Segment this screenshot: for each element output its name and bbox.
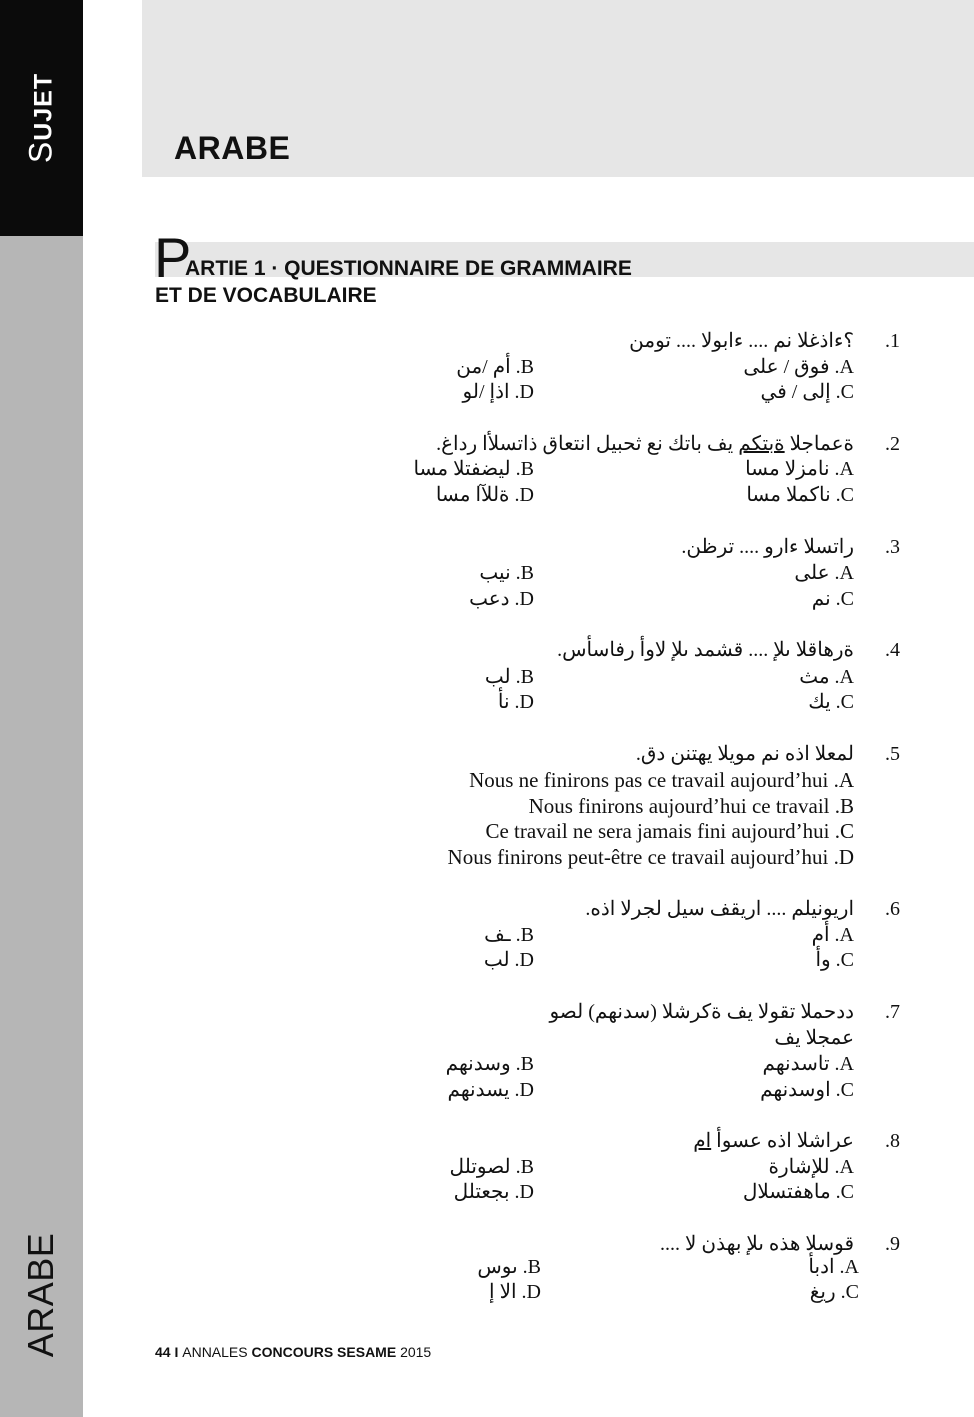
question-number: .2 xyxy=(885,433,900,455)
option-c: يك .C xyxy=(808,691,854,713)
underlined-word: ةبتكم xyxy=(738,433,785,455)
footer-separator: I xyxy=(174,1344,179,1360)
option-c: ريغ .C xyxy=(809,1281,859,1303)
option-c: وأ .C xyxy=(815,949,854,971)
option-d: يسدنهم .D xyxy=(447,1079,534,1101)
option-c: ناكملا مسا .C xyxy=(746,484,854,506)
question-text-part: يف باتك نع ثحبيل انتعاق ذاتسلأا رداغ xyxy=(441,433,739,455)
part-title-line1: ARTIE 1 · QUESTIONNAIRE DE GRAMMAIRE xyxy=(185,257,632,280)
footer-publication: CONCOURS SESAME xyxy=(251,1344,397,1360)
footer-annales: ANNALES xyxy=(182,1344,248,1360)
question-text: .... قوسلا هذه ىلإ بهذن لا xyxy=(660,1233,854,1255)
question-text-part: عراشلا اذه عسوأ xyxy=(711,1130,854,1152)
question-text xyxy=(436,432,854,457)
question-number: .4 xyxy=(885,639,900,661)
subject-title: ARABE xyxy=(174,130,291,166)
question-number: .5 xyxy=(885,743,900,765)
question-text-line2: عمجلا يف xyxy=(774,1027,854,1049)
question-number: .6 xyxy=(885,898,900,920)
option-a: على .A xyxy=(794,562,854,584)
option-a: أم .A xyxy=(811,924,854,946)
option-b: ىوس .B xyxy=(477,1256,541,1278)
question-number: .1 xyxy=(885,330,900,352)
question-number: .9 xyxy=(885,1233,900,1255)
question-number: .3 xyxy=(885,536,900,558)
option-c: ماهفتسلال .C xyxy=(742,1181,854,1203)
question-text: .ةرهاقلا ىلإ .... قشمد ىلإ لاوأ رفاسأس xyxy=(557,639,854,661)
question-text-part: .ةعماجلا xyxy=(436,433,854,455)
footer-year: 2015 xyxy=(400,1344,432,1360)
option-c: إلى / في .C xyxy=(760,381,854,403)
option-d: ةللآا مسا .D xyxy=(435,484,534,506)
option-b: أم /من .B xyxy=(456,356,534,378)
question-text: ؟ءاذغلا نم .... ءابولا .... تومن xyxy=(629,330,854,352)
question-text: .لمعلا اذه نم مويلا يهتنن دق xyxy=(635,743,854,765)
option-d: Nous finirons peut-être ce travail aujourd’hui .D xyxy=(447,845,854,869)
option-b: وسدنهم .B xyxy=(445,1053,534,1075)
option-a: Nous ne finirons pas ce travail aujourd’hui .A xyxy=(469,768,854,792)
option-c: Ce travail ne sera jamais fini aujourd’hui .C xyxy=(485,819,854,843)
question-text: .اريونيلم .... اريقف سيل لجرلا اذه xyxy=(585,898,854,920)
option-b: لب .B xyxy=(484,666,534,688)
option-b: ليضفتلا مسا .B xyxy=(413,458,534,480)
part-drop-cap: P xyxy=(154,226,192,289)
part-title-line2: ET DE VOCABULAIRE xyxy=(155,284,377,307)
question-text: .راتسلا ءارو .... ترظن xyxy=(681,536,854,558)
question-number: .8 xyxy=(885,1130,900,1152)
option-b: لصوتلل .B xyxy=(449,1156,534,1178)
question-text xyxy=(693,1129,854,1154)
sidebar-label-cap: S xyxy=(22,140,59,164)
option-a: للإشارة .A xyxy=(768,1156,854,1178)
question-number: .7 xyxy=(885,1001,900,1023)
underlined-word: ام xyxy=(693,1130,712,1152)
option-a: ادبأ .A xyxy=(808,1256,859,1278)
question-text: ددحملا تقولا يف ةكرشلا (سدنهم) لصو xyxy=(549,1001,854,1023)
option-b: نيب .B xyxy=(479,562,534,584)
option-b: ـف .B xyxy=(484,924,534,946)
sidebar-section-label xyxy=(23,73,60,163)
option-c: نم .C xyxy=(811,588,854,610)
option-d: الا إ .D xyxy=(489,1281,541,1303)
option-d: اذإ /لو .D xyxy=(462,381,534,403)
sidebar-subject-label: ARABE xyxy=(20,1232,61,1358)
sidebar-label-rest: UJET xyxy=(29,72,58,141)
page-footer xyxy=(155,1344,431,1360)
option-b: Nous finirons aujourd’hui ce travail .B xyxy=(528,794,854,818)
option-d: نأ .D xyxy=(497,691,534,713)
option-a: فوق / على .A xyxy=(743,356,854,378)
option-a: نامزلا مسا .A xyxy=(745,458,854,480)
option-a: مث .A xyxy=(799,666,854,688)
option-d: دعب .D xyxy=(469,588,534,610)
page-number: 44 xyxy=(155,1344,171,1360)
option-c: اوسدنهم .C xyxy=(760,1079,854,1101)
option-d: لب .D xyxy=(483,949,534,971)
option-a: تاسدنهم .A xyxy=(762,1053,854,1075)
option-d: بجعتلل .D xyxy=(453,1181,534,1203)
